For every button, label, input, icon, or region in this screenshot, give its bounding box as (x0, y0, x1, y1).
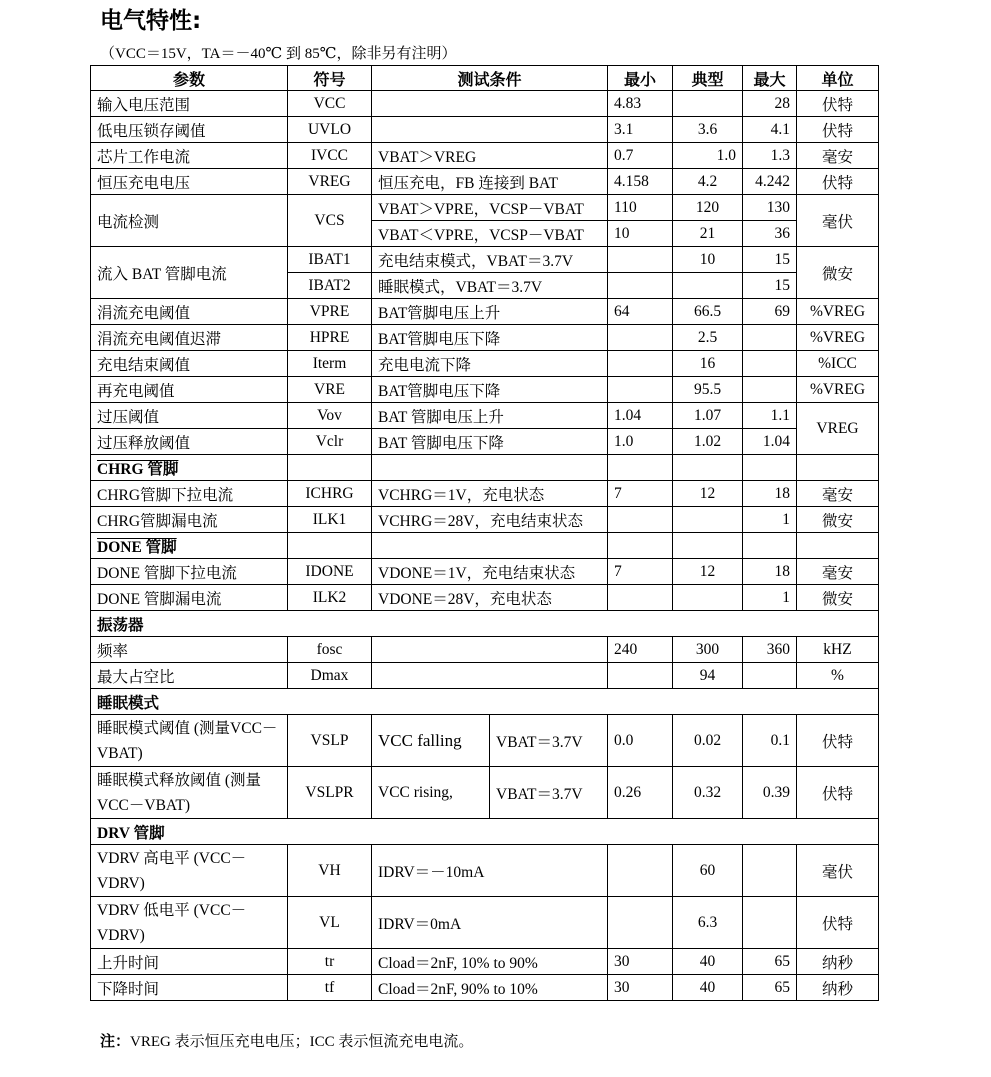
symbol-cell: VCC (288, 91, 372, 117)
max-cell: 4.1 (743, 117, 797, 143)
min-cell (608, 845, 673, 897)
typ-cell: 95.5 (673, 377, 743, 403)
unit-cell: 纳秒 (797, 975, 879, 1001)
min-cell (608, 247, 673, 273)
max-cell (743, 325, 797, 351)
typ-cell: 300 (673, 637, 743, 663)
max-cell: 36 (743, 221, 797, 247)
max-cell: 15 (743, 247, 797, 273)
max-cell: 65 (743, 949, 797, 975)
symbol-cell: UVLO (288, 117, 372, 143)
max-cell: 1.1 (743, 403, 797, 429)
page-title: 电气特性: (100, 8, 202, 34)
unit-cell: 伏特 (797, 91, 879, 117)
header-test: 测试条件 (372, 66, 608, 91)
test-cell: 充电电流下降 (372, 351, 608, 377)
max-cell: 1 (743, 585, 797, 611)
unit-cell: %VREG (797, 377, 879, 403)
symbol-cell: VREG (288, 169, 372, 195)
max-cell: 130 (743, 195, 797, 221)
param-cell: 充电结束阈值 (91, 351, 288, 377)
table-row (91, 91, 879, 117)
test-cell: VCC falling (372, 715, 490, 767)
param-cell: 涓流充电阈值迟滞 (91, 325, 288, 351)
footnote-label: 注： (100, 1034, 131, 1050)
test-cell-2: VBAT＝3.7V (490, 715, 608, 767)
typ-cell: 60 (673, 845, 743, 897)
test-cell: VCHRG＝28V，充电结束状态 (372, 507, 608, 533)
symbol-cell: ILK1 (288, 507, 372, 533)
max-cell: 18 (743, 559, 797, 585)
test-cell: Cload＝2nF, 90% to 10% (372, 975, 608, 1001)
param-cell: 低电压锁存阈值 (91, 117, 288, 143)
max-cell (743, 377, 797, 403)
test-conditions: （VCC＝15V，TA＝－40℃ 到 85℃，除非另有注明） (100, 46, 457, 62)
table-row (91, 559, 879, 585)
test-cell: IDRV＝0mA (372, 897, 608, 949)
param-cell: 频率 (91, 637, 288, 663)
typ-cell: 40 (673, 975, 743, 1001)
min-cell (608, 351, 673, 377)
test-cell: VBAT＞VPRE，VCSP－VBAT (372, 195, 608, 221)
table-row (91, 351, 879, 377)
max-cell (743, 897, 797, 949)
min-cell: 0.0 (608, 715, 673, 767)
typ-cell: 120 (673, 195, 743, 221)
test-cell-2: VBAT＝3.7V (490, 767, 608, 819)
symbol-cell: IDONE (288, 559, 372, 585)
header-unit: 单位 (797, 66, 879, 91)
typ-cell: 12 (673, 559, 743, 585)
typ-cell: 0.02 (673, 715, 743, 767)
table-header-row (91, 66, 879, 91)
header-typ: 典型 (673, 66, 743, 91)
unit-cell: %ICC (797, 351, 879, 377)
table-row (91, 377, 879, 403)
test-cell (372, 637, 608, 663)
table-row (91, 845, 879, 897)
min-cell (608, 897, 673, 949)
unit-cell: 伏特 (797, 767, 879, 819)
symbol-cell: VCS (288, 195, 372, 247)
min-cell (608, 585, 673, 611)
table-row (91, 403, 879, 429)
symbol-cell: tf (288, 975, 372, 1001)
test-cell: BAT 管脚电压上升 (372, 403, 608, 429)
test-cell: VBAT＜VPRE，VCSP－VBAT (372, 221, 608, 247)
section-row (91, 819, 879, 845)
table-row (91, 169, 879, 195)
min-cell: 3.1 (608, 117, 673, 143)
test-cell: Cload＝2nF, 10% to 90% (372, 949, 608, 975)
min-cell: 7 (608, 559, 673, 585)
typ-cell: 66.5 (673, 299, 743, 325)
typ-cell: 1.0 (673, 143, 743, 169)
typ-cell: 12 (673, 481, 743, 507)
test-cell: 充电结束模式，VBAT＝3.7V (372, 247, 608, 273)
max-cell: 1.3 (743, 143, 797, 169)
min-cell (608, 377, 673, 403)
unit-cell: 毫安 (797, 559, 879, 585)
param-cell: 过压阈值 (91, 403, 288, 429)
symbol-cell: VL (288, 897, 372, 949)
electrical-characteristics-table (90, 65, 879, 1001)
test-cell: VCHRG＝1V，充电状态 (372, 481, 608, 507)
min-cell: 1.04 (608, 403, 673, 429)
max-cell: 18 (743, 481, 797, 507)
section-header-drv: DRV 管脚 (91, 819, 879, 845)
max-cell: 28 (743, 91, 797, 117)
test-cell: 恒压充电，FB 连接到 BAT (372, 169, 608, 195)
max-cell: 1.04 (743, 429, 797, 455)
unit-cell: % (797, 663, 879, 689)
typ-cell: 0.32 (673, 767, 743, 819)
typ-cell: 94 (673, 663, 743, 689)
test-cell: IDRV＝－10mA (372, 845, 608, 897)
test-cell: VBAT＞VREG (372, 143, 608, 169)
test-cell: BAT管脚电压上升 (372, 299, 608, 325)
unit-cell: 伏特 (797, 169, 879, 195)
min-cell: 10 (608, 221, 673, 247)
min-cell: 7 (608, 481, 673, 507)
param-cell: 涓流充电阈值 (91, 299, 288, 325)
table-row (91, 715, 879, 767)
param-cell: 最大占空比 (91, 663, 288, 689)
table-row (91, 195, 879, 221)
typ-cell (673, 91, 743, 117)
table-row (91, 429, 879, 455)
header-min: 最小 (608, 66, 673, 91)
symbol-cell: Vclr (288, 429, 372, 455)
section-label: DONE 管脚 (97, 538, 177, 556)
min-cell: 30 (608, 949, 673, 975)
unit-cell: 伏特 (797, 897, 879, 949)
typ-cell: 16 (673, 351, 743, 377)
unit-cell: VREG (797, 403, 879, 455)
param-cell: 输入电压范围 (91, 91, 288, 117)
table-row (91, 481, 879, 507)
table-row (91, 299, 879, 325)
test-cell (372, 91, 608, 117)
section-row (91, 611, 879, 637)
symbol-cell: IVCC (288, 143, 372, 169)
unit-cell: 毫安 (797, 481, 879, 507)
table-row (91, 507, 879, 533)
param-cell: 上升时间 (91, 949, 288, 975)
table-row (91, 637, 879, 663)
param-cell: 芯片工作电流 (91, 143, 288, 169)
table-row (91, 897, 879, 949)
param-cell: VDRV 低电平 (VCC－VDRV) (91, 897, 288, 949)
unit-cell: 毫伏 (797, 195, 879, 247)
test-cell (372, 117, 608, 143)
test-cell: BAT 管脚电压下降 (372, 429, 608, 455)
symbol-cell: HPRE (288, 325, 372, 351)
max-cell (743, 845, 797, 897)
table-row (91, 325, 879, 351)
param-cell: 电流检测 (91, 195, 288, 247)
table-row (91, 585, 879, 611)
header-max: 最大 (743, 66, 797, 91)
symbol-cell: IBAT2 (288, 273, 372, 299)
max-cell (743, 663, 797, 689)
max-cell (743, 351, 797, 377)
symbol-cell: Iterm (288, 351, 372, 377)
min-cell: 4.158 (608, 169, 673, 195)
typ-cell: 40 (673, 949, 743, 975)
table-row (91, 117, 879, 143)
typ-cell: 4.2 (673, 169, 743, 195)
param-cell: 睡眠模式阈值 (测量VCC－VBAT) (91, 715, 288, 767)
table-row (91, 767, 879, 819)
symbol-cell: VH (288, 845, 372, 897)
header-param: 参数 (91, 66, 288, 91)
param-cell: CHRG管脚漏电流 (91, 507, 288, 533)
min-cell (608, 663, 673, 689)
symbol-cell: Vov (288, 403, 372, 429)
section-header-chrg (91, 455, 288, 481)
param-cell: 睡眠模式释放阈值 (测量VCC－VBAT) (91, 767, 288, 819)
table-row (91, 975, 879, 1001)
max-cell: 4.242 (743, 169, 797, 195)
min-cell (608, 325, 673, 351)
max-cell: 1 (743, 507, 797, 533)
symbol-cell: VPRE (288, 299, 372, 325)
param-cell: 恒压充电电压 (91, 169, 288, 195)
min-cell: 0.7 (608, 143, 673, 169)
min-cell: 0.26 (608, 767, 673, 819)
param-cell: VDRV 高电平 (VCC－VDRV) (91, 845, 288, 897)
symbol-cell: fosc (288, 637, 372, 663)
typ-cell: 10 (673, 247, 743, 273)
section-row (91, 455, 879, 481)
symbol-cell: VSLPR (288, 767, 372, 819)
min-cell (608, 273, 673, 299)
section-row (91, 533, 879, 559)
section-header-done (91, 533, 288, 559)
min-cell: 30 (608, 975, 673, 1001)
test-cell: BAT管脚电压下降 (372, 377, 608, 403)
min-cell: 64 (608, 299, 673, 325)
max-cell: 69 (743, 299, 797, 325)
section-header-sleep: 睡眠模式 (91, 689, 879, 715)
typ-cell: 2.5 (673, 325, 743, 351)
unit-cell: 伏特 (797, 117, 879, 143)
min-cell: 4.83 (608, 91, 673, 117)
table-row (91, 949, 879, 975)
max-cell: 15 (743, 273, 797, 299)
table-row (91, 247, 879, 273)
symbol-cell: tr (288, 949, 372, 975)
param-cell: DONE 管脚下拉电流 (91, 559, 288, 585)
unit-cell: kHZ (797, 637, 879, 663)
unit-cell: 毫伏 (797, 845, 879, 897)
symbol-cell: VSLP (288, 715, 372, 767)
typ-cell (673, 273, 743, 299)
typ-cell (673, 585, 743, 611)
param-cell: 再充电阈值 (91, 377, 288, 403)
param-cell: CHRG管脚下拉电流 (91, 481, 288, 507)
test-cell (372, 663, 608, 689)
typ-cell: 1.02 (673, 429, 743, 455)
section-header-oscillator: 振荡器 (91, 611, 879, 637)
min-cell: 110 (608, 195, 673, 221)
max-cell: 0.39 (743, 767, 797, 819)
symbol-cell: ILK2 (288, 585, 372, 611)
min-cell: 1.0 (608, 429, 673, 455)
param-cell: DONE 管脚漏电流 (91, 585, 288, 611)
table-row (91, 663, 879, 689)
section-label: CHRG 管脚 (97, 460, 179, 478)
header-symbol: 符号 (288, 66, 372, 91)
max-cell: 0.1 (743, 715, 797, 767)
unit-cell: %VREG (797, 299, 879, 325)
unit-cell: 伏特 (797, 715, 879, 767)
test-cell: 睡眠模式，VBAT＝3.7V (372, 273, 608, 299)
max-cell: 360 (743, 637, 797, 663)
test-cell: BAT管脚电压下降 (372, 325, 608, 351)
test-cell: VDONE＝28V，充电状态 (372, 585, 608, 611)
unit-cell: 微安 (797, 247, 879, 299)
param-cell: 流入 BAT 管脚电流 (91, 247, 288, 299)
min-cell: 240 (608, 637, 673, 663)
symbol-cell: VRE (288, 377, 372, 403)
unit-cell: 微安 (797, 507, 879, 533)
symbol-cell: ICHRG (288, 481, 372, 507)
param-cell: 过压释放阈值 (91, 429, 288, 455)
test-cell: VDONE＝1V，充电结束状态 (372, 559, 608, 585)
typ-cell (673, 507, 743, 533)
footnote-text: VREG 表示恒压充电电压；ICC 表示恒流充电电流。 (130, 1034, 474, 1050)
symbol-cell: Dmax (288, 663, 372, 689)
section-row (91, 689, 879, 715)
typ-cell: 1.07 (673, 403, 743, 429)
symbol-cell: IBAT1 (288, 247, 372, 273)
unit-cell: 纳秒 (797, 949, 879, 975)
param-cell: 下降时间 (91, 975, 288, 1001)
footnote (100, 1030, 473, 1051)
table-row (91, 143, 879, 169)
typ-cell: 6.3 (673, 897, 743, 949)
min-cell (608, 507, 673, 533)
test-cell: VCC rising, (372, 767, 490, 819)
max-cell: 65 (743, 975, 797, 1001)
typ-cell: 21 (673, 221, 743, 247)
unit-cell: 微安 (797, 585, 879, 611)
unit-cell: %VREG (797, 325, 879, 351)
unit-cell: 毫安 (797, 143, 879, 169)
typ-cell: 3.6 (673, 117, 743, 143)
